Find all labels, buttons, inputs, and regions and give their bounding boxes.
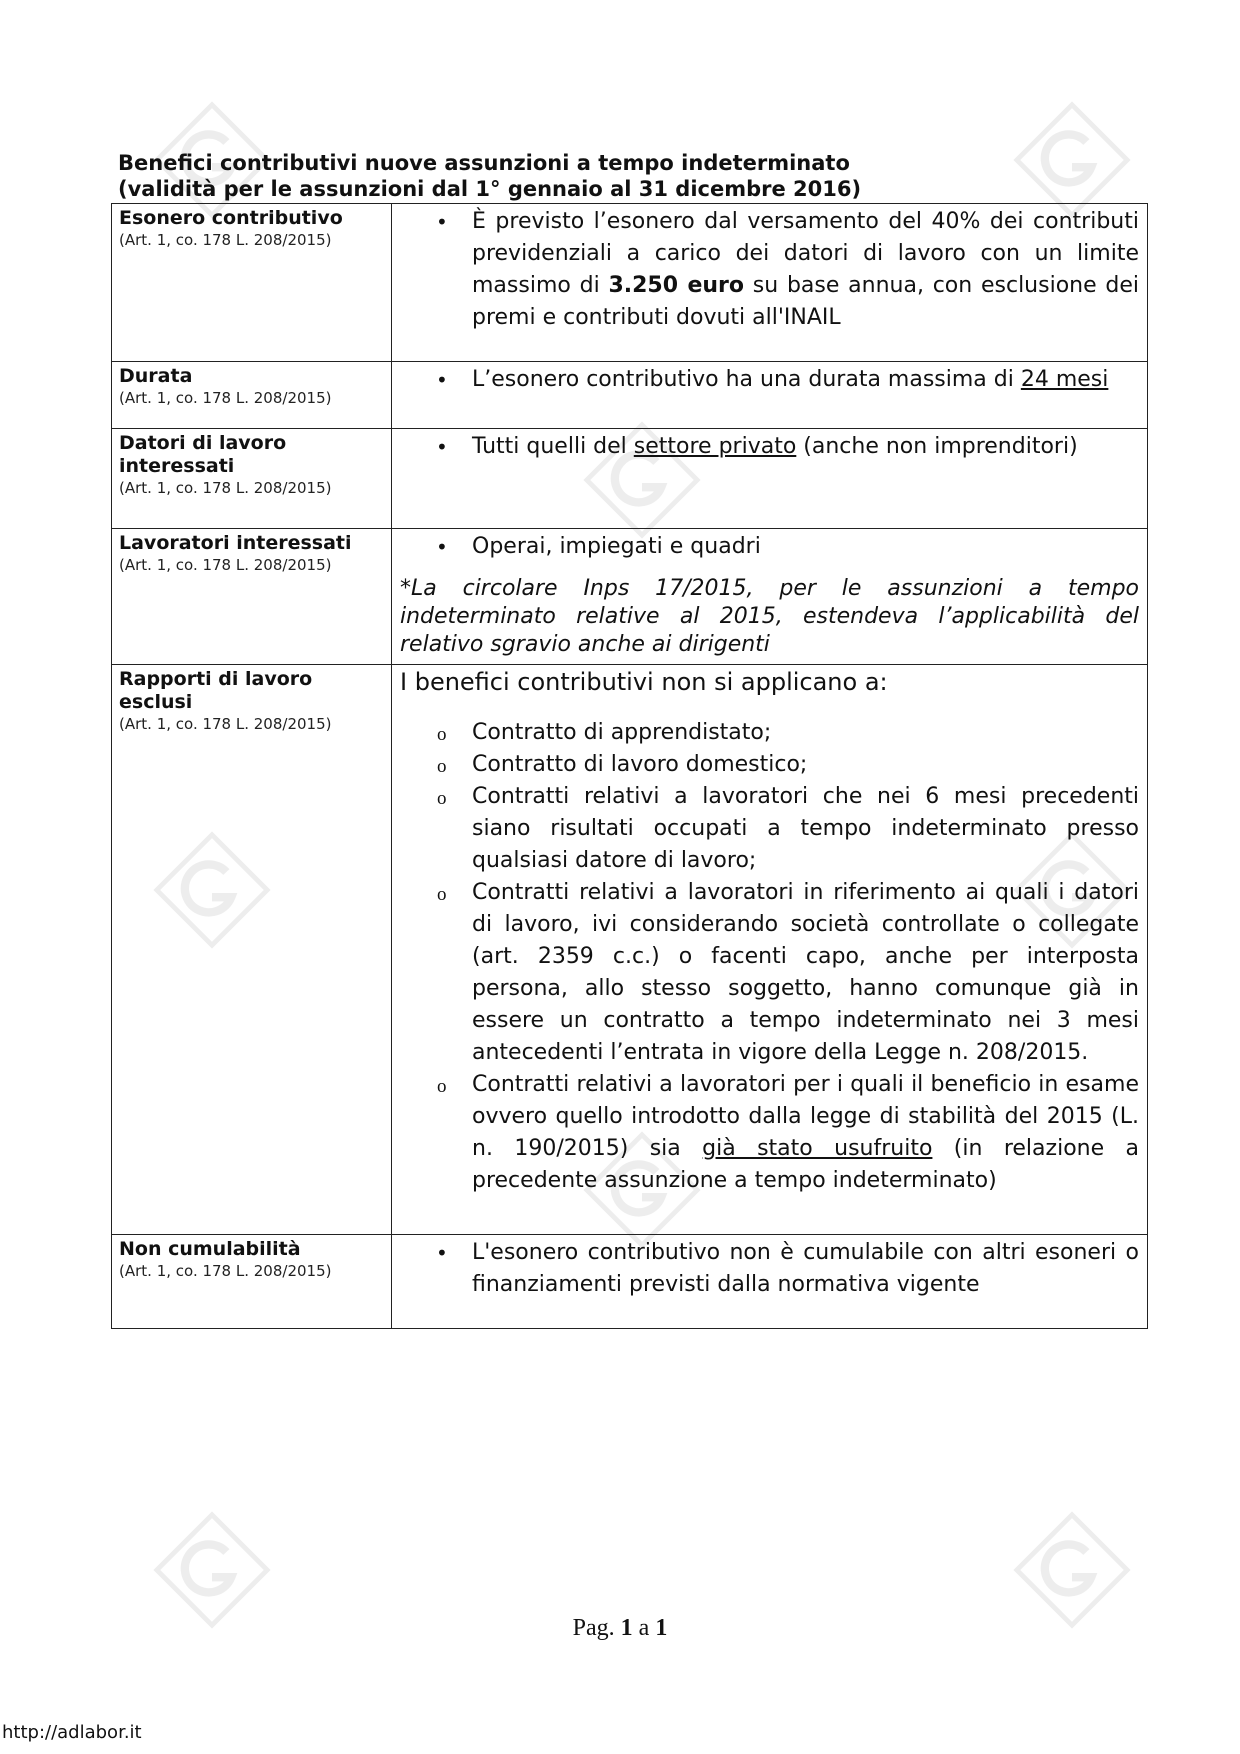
list-item: o Contratti relativi a lavoratori che nei 6 mesi precedenti siano risultati occupati a tempo indeterminato presso qualsiasi datore di lavoro; (400, 781, 1139, 877)
table-row-datori (112, 429, 1148, 529)
text-segment: (in relazione a precedente assunzione a tempo indeterminato) (472, 1136, 1139, 1193)
page-number (0, 1615, 1240, 1642)
bullet-item (400, 431, 1139, 463)
title-line-2: (validità per le assunzioni dal 1° gennaio al 31 dicembre 2016) (118, 177, 862, 201)
exclusions-intro: I benefici contributivi non si applicano a: (400, 668, 888, 696)
row-content-cell (392, 362, 1148, 429)
underlined-text: 24 mesi (1020, 367, 1109, 392)
row-reference: (Art. 1, co. 178 L. 208/2015) (119, 479, 332, 497)
row-content-cell (392, 429, 1148, 529)
page-separator: a (638, 1615, 650, 1641)
row-label-cell (112, 362, 392, 429)
watermark-logo-icon (152, 1510, 272, 1630)
row-reference: (Art. 1, co. 178 L. 208/2015) (119, 1262, 332, 1280)
row-content-cell (392, 1235, 1148, 1329)
table-row-esonero (112, 204, 1148, 362)
footer-url: http://adlabor.it (2, 1722, 142, 1743)
table-row-lavoratori (112, 529, 1148, 665)
bullet-item: • L'esonero contributivo non è cumulabile con altri esoneri o finanziamenti previsti dalla normativa vigente (400, 1237, 1139, 1301)
row-reference: (Art. 1, co. 178 L. 208/2015) (119, 556, 332, 574)
list-item (400, 1069, 1139, 1197)
exclusions-list (400, 717, 1139, 1197)
page-current: 1 (620, 1615, 633, 1641)
row-label: Non cumulabilità (119, 1238, 301, 1260)
watermark-logo-icon (1012, 1510, 1132, 1630)
list-item: o Contratto di lavoro domestico; (400, 749, 1139, 781)
row-reference: (Art. 1, co. 178 L. 208/2015) (119, 231, 332, 249)
row-label: Esonero contributivo (119, 207, 343, 229)
benefits-table (111, 203, 1148, 1329)
bullet-list (400, 531, 1139, 563)
bullet-item (400, 364, 1139, 396)
row-content-cell (392, 665, 1148, 1235)
table-row-durata (112, 362, 1148, 429)
row-label: Datori di lavoro interessati (119, 432, 287, 477)
page-prefix: Pag. (572, 1615, 615, 1641)
table-row-cumulabilita (112, 1235, 1148, 1329)
list-item: o Contratto di apprendistato; (400, 717, 1139, 749)
bullet-list (400, 431, 1139, 463)
row-label-cell (112, 204, 392, 362)
bullet-item: • Operai, impiegati e quadri (400, 531, 1139, 563)
text-segment: L’esonero contributivo ha una durata massima di (472, 367, 1021, 392)
bullet-item (400, 206, 1139, 334)
row-content-cell (392, 204, 1148, 362)
row-label: Lavoratori interessati (119, 532, 352, 554)
bullet-list (400, 1237, 1139, 1301)
document-title (118, 150, 1148, 202)
row-label-cell (112, 429, 392, 529)
list-item: o Contratti relativi a lavoratori in riferimento ai quali i datori di lavoro, ivi considerando società controllate o collegate (art. 2359 c.c.) o facenti capo, anche per interposta persona, allo stesso soggetto, hanno comunque già in essere un contratto a tempo indeterminato nei 3 mesi antecedenti l’entrata in vigore della Legge n. 208/2015. (400, 877, 1139, 1069)
row-label-cell (112, 1235, 392, 1329)
underlined-text: già stato usufruito (702, 1136, 933, 1161)
table-row-esclusi (112, 665, 1148, 1235)
underlined-text: settore privato (633, 434, 797, 459)
row-label: Rapporti di lavoro esclusi (119, 668, 313, 713)
page-total: 1 (655, 1615, 668, 1641)
bold-amount: 3.250 euro (608, 273, 745, 298)
row-label-cell (112, 529, 392, 665)
bullet-list (400, 206, 1139, 334)
title-line-1: Benefici contributivi nuove assunzioni a tempo indeterminato (118, 151, 850, 175)
text-segment: Tutti quelli del (472, 434, 634, 459)
row-label: Durata (119, 365, 193, 387)
italic-note: *La circolare Inps 17/2015, per le assunzioni a tempo indeterminato relative al 2015, estendeva l’applicabilità del relativo sgravio anche ai dirigenti (400, 576, 1139, 657)
row-label-cell (112, 665, 392, 1235)
row-reference: (Art. 1, co. 178 L. 208/2015) (119, 715, 332, 733)
row-reference: (Art. 1, co. 178 L. 208/2015) (119, 389, 332, 407)
text-segment: È previsto l’esonero dal versamento del 40% dei contributi previdenziali a carico dei datori di lavoro con un limite massimo di (472, 209, 1139, 298)
row-content-cell (392, 529, 1148, 665)
text-segment: Contratti relativi a lavoratori per i quali il beneficio in esame ovvero quello introdotto dalla legge di stabilità del 2015 (L. n. 190/2015) sia (472, 1072, 1139, 1161)
text-segment: (anche non imprenditori) (796, 434, 1078, 459)
text-segment: su base annua, con esclusione dei premi e contributi dovuti all'INAIL (472, 273, 1140, 330)
bullet-list (400, 364, 1139, 396)
